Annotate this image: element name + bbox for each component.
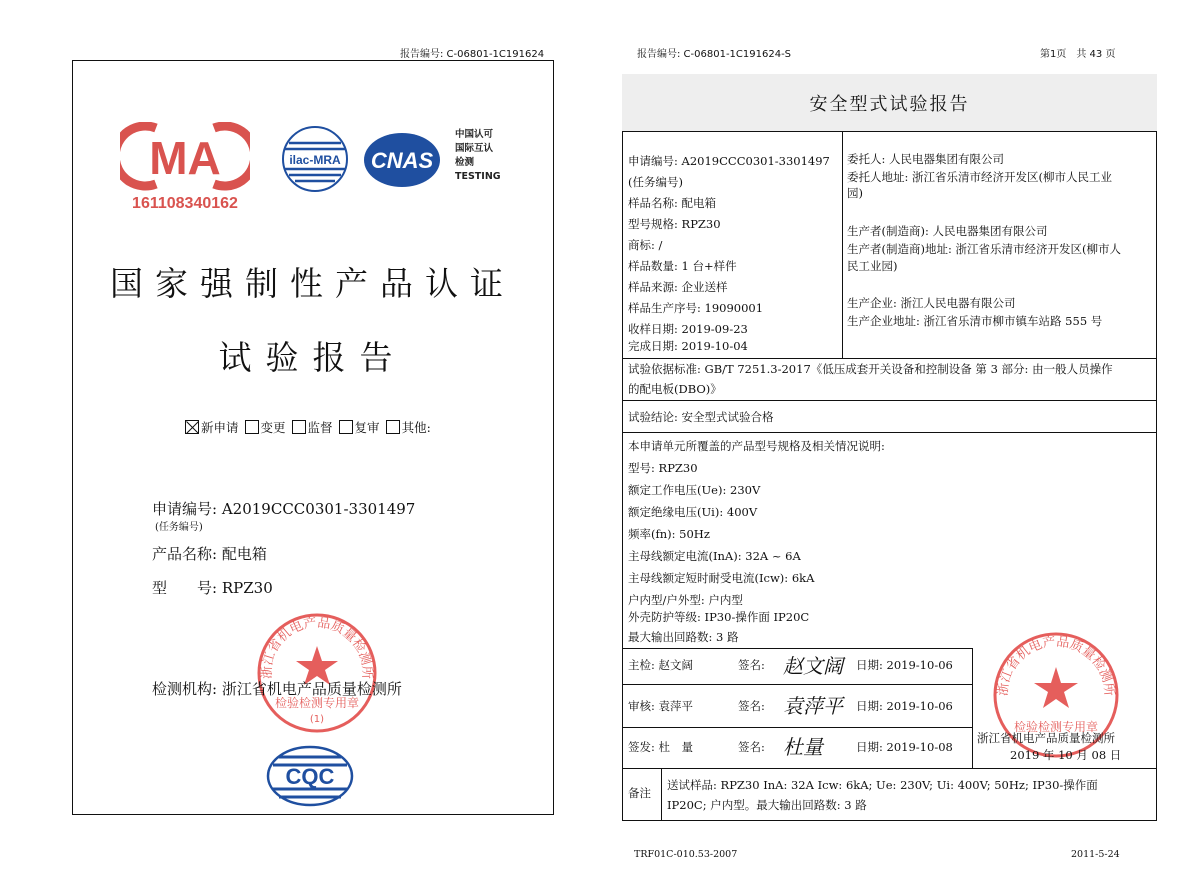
rp-task-sub: (任务编号) [628,175,683,189]
rp-application: 申请编号: A2019CCC0301-3301497 [628,154,830,168]
rp-model-spec: 型号规格: RPZ30 [628,217,721,231]
stamp-date: 2019 年 10 月 08 日 [1010,748,1122,762]
checkbox-new[interactable] [185,420,199,434]
rp-manufacturer-addr-1: 生产者(制造商)地址: 浙江省乐清市经济开发区(柳市人 [847,242,1121,256]
institution-value: 浙江省机电产品质量检测所 [221,680,402,698]
institution-label: 检测机构: [152,680,218,698]
cnas-caption-line1: 中国认可 [455,129,494,140]
remarks-line-1: 送试样品: RPZ30 InA: 32A Icw: 6kA; Ue: 230V; Ui: 400V; 50Hz; IP30-操作面 [667,778,1098,792]
checkbox-supervision[interactable] [292,420,306,434]
ilac-text: ilac-MRA [289,153,341,167]
left-stamp-center-text: 检验检测专用章 [274,696,360,710]
cnas-caption-line3: 检测 [455,157,475,168]
footer-form-code: TRF01C-010.53-2007 [634,849,738,860]
row-line [622,358,1157,359]
task-number-sub: (任务编号) [155,522,203,533]
rp-basis-1: 试验依据标准: GB/T 7251.3-2017《低压成套开关设备和控制设备 第 3 部分: 由一般人员操作 [628,362,1113,376]
checkbox-change[interactable] [245,420,259,434]
rp-spec-item: 主母线额定短时耐受电流(Icw): 6kA [628,571,815,585]
cqc-logo [265,745,355,807]
signature-divider [972,648,973,768]
sig-issue-signature: 杜量 [783,735,823,759]
application-number-value: A2019CCC0301-3301497 [221,500,416,518]
checkbox-supervision-label: 监督 [307,420,333,435]
checkbox-other-label: 其他: [401,420,431,435]
rp-spec-item: 最大输出回路数: 3 路 [628,630,739,644]
sig-review-role: 审核: 袁萍平 [628,699,694,713]
rp-spec-item: 户内型/户外型: 户内型 [628,593,743,607]
left-report-number: 报告编号: C-06801-1C191624 [400,49,545,60]
rp-trademark: 商标: / [628,238,663,252]
left-stamp-ring-text: 浙江省机电产品质量检测所 [259,615,375,680]
remarks-divider [661,768,662,821]
rp-client: 委托人: 人民电器集团有限公司 [847,152,1005,166]
cnas-caption-line2: 国际互认 [455,143,494,154]
application-number-row [152,498,415,519]
row-line [622,768,1157,769]
checkbox-review[interactable] [339,420,353,434]
rp-manufacturer: 生产者(制造商): 人民电器集团有限公司 [847,224,1048,238]
rp-spec-item: 额定工作电压(Ue): 230V [628,483,761,497]
info-divider [842,132,843,358]
sig-review-signature: 袁萍平 [783,694,843,718]
row-line [622,684,972,685]
ilac-mra-logo [275,125,355,193]
sig-chief-label: 签名: [738,658,765,672]
application-number-label: 申请编号: [152,500,218,518]
rp-conclusion: 试验结论: 安全型式试验合格 [628,410,774,424]
cqc-text: CQC [285,764,335,789]
rp-spec-item: 外壳防护等级: IP30-操作面 IP20C [628,610,810,624]
checkbox-other[interactable] [386,420,400,434]
product-name-value: 配电箱 [221,545,267,563]
rp-client-addr-2: 园) [847,186,863,200]
model-value: RPZ30 [221,579,273,597]
page-indicator: 第1页 共 43 页 [1040,49,1116,60]
model-label: 型 号: [152,579,218,597]
sig-chief-role: 主检: 赵文阔 [628,658,694,672]
row-line [622,727,972,728]
model-row [152,577,273,598]
rp-client-addr-1: 委托人地址: 浙江省乐清市经济开发区(柳市人民工业 [847,170,1113,184]
cma-logo [120,122,250,212]
institution-row [152,678,402,699]
checkbox-review-label: 复审 [354,420,380,435]
rp-spec-item: 频率(fn): 50Hz [628,527,710,541]
sig-review-label: 签名: [738,699,765,713]
rp-spec-item: 额定绝缘电压(Ui): 400V [628,505,758,519]
cma-number: 161108340162 [132,195,238,212]
rp-basis-2: 的配电板(DBO)》 [628,382,722,396]
rp-coverage-header: 本申请单元所覆盖的产品型号规格及相关情况说明: [628,439,885,453]
row-line [622,432,1157,433]
product-name-row [152,543,267,564]
sig-review-date: 日期: 2019-10-06 [856,699,953,713]
rp-manufacturer-addr-2: 民工业园) [847,259,898,273]
left-inspection-stamp [256,612,378,734]
remarks-line-2: IP20C; 户内型。最大输出回路数: 3 路 [667,798,867,812]
sig-chief-signature: 赵文阔 [783,654,843,678]
cnas-logo [362,130,442,190]
rp-spec-item: 主母线额定电流(InA): 32A ~ 6A [628,549,801,563]
cnas-caption-line4: TESTING [455,171,501,182]
rp-quantity: 样品数量: 1 台+样件 [628,259,737,273]
left-stamp-number: (1) [309,714,325,725]
rp-spec-item: 型号: RPZ30 [628,461,698,475]
rp-factory: 生产企业: 浙江人民电器有限公司 [847,296,1016,310]
checkbox-new-label: 新申请 [201,420,239,435]
left-title-certification: 国家强制性产品认证 [110,264,515,303]
right-stamp-center-text: 检验检测专用章 [1013,720,1099,734]
left-title-report: 试验报告 [218,338,407,377]
checkbox-change-label: 变更 [260,420,286,435]
rp-sample-name: 样品名称: 配电箱 [628,196,717,210]
right-stamp-ring-text: 浙江省机电产品质量检测所 [995,634,1117,697]
rp-completed: 完成日期: 2019-10-04 [628,339,748,353]
sig-issue-label: 签名: [738,740,765,754]
sig-chief-date: 日期: 2019-10-06 [856,658,953,672]
report-title: 安全型式试验报告 [622,74,1157,132]
right-report-number: 报告编号: C-06801-1C191624-S [637,49,792,60]
product-name-label: 产品名称: [152,545,218,563]
remarks-label: 备注 [628,786,651,800]
stamp-org: 浙江省机电产品质量检测所 [977,731,1115,745]
cnas-text: CNAS [370,148,434,173]
footer-date: 2011-5-24 [1071,849,1120,860]
rp-factory-addr: 生产企业地址: 浙江省乐清市柳市镇车站路 555 号 [847,314,1103,328]
cnas-caption [455,128,501,184]
rp-received: 收样日期: 2019-09-23 [628,322,748,336]
rp-source: 样品来源: 企业送样 [628,280,728,294]
rp-serial: 样品生产序号: 19090001 [628,301,764,315]
row-line [622,400,1157,401]
sig-issue-date: 日期: 2019-10-08 [856,740,953,754]
cma-letters: MA [149,132,221,184]
application-type-checkboxes [185,418,437,436]
sig-issue-role: 签发: 杜 量 [628,740,694,754]
